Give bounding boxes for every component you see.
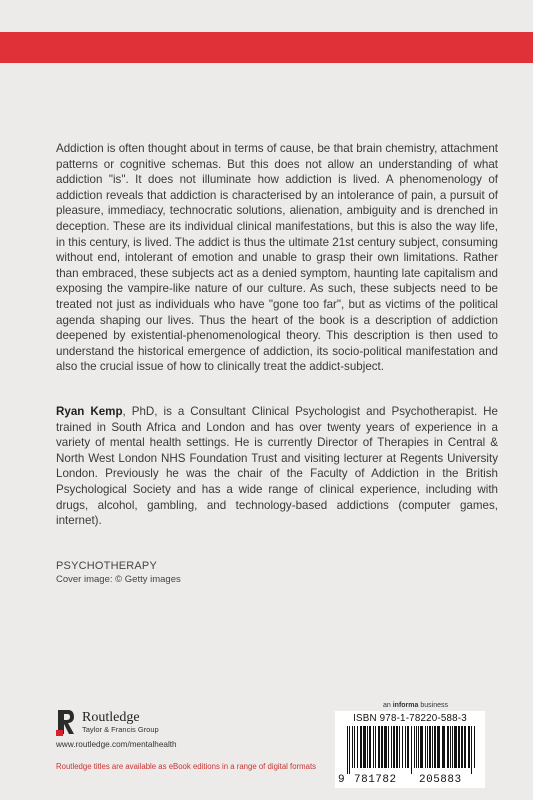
barcode-bar [420, 726, 423, 768]
informa-word: informa [392, 702, 419, 709]
informa-business-label [383, 702, 448, 709]
author-bio-text: , PhD, is a Consultant Clinical Psychologist and Psychotherapist. He trained in South Africa and London and has over twenty years of experience in a variety of mental health settings. He is currently Director of Therapies in Central & North West London NHS Foundation Trust and visiting lecturer at Regents University London. Previously he was the chair of the Faculty of Addiction in the British Psychological Society and has a wide range of clinical experience, including with drugs, alcohol, gambling, and technology-based addictions (computer games, internet). [56, 405, 498, 528]
cover-image-credit: Cover image: © Getty images [56, 574, 181, 585]
barcode-bar [373, 726, 374, 768]
barcode-bar [434, 726, 436, 768]
barcode-bar [437, 726, 440, 768]
barcode-bar [442, 726, 445, 768]
publisher-url[interactable]: www.routledge.com/mentalhealth [56, 740, 177, 749]
routledge-logo-icon [56, 708, 76, 736]
barcode-bars [347, 726, 475, 774]
barcode-bar [402, 726, 403, 768]
barcode-bar [461, 726, 463, 768]
barcode-bar [378, 726, 380, 768]
informa-prefix: an [383, 702, 393, 709]
barcode-bar [347, 726, 348, 774]
publisher-name: Routledge [82, 709, 140, 725]
barcode-bar [388, 726, 389, 768]
barcode-bar [447, 726, 449, 768]
barcode-bar [399, 726, 400, 768]
barcode-bar [405, 726, 406, 768]
barcode-bar [352, 726, 353, 768]
barcode-bar [396, 726, 398, 768]
informa-suffix: business [418, 702, 448, 709]
author-name: Ryan Kemp [56, 405, 123, 418]
barcode-bar [427, 726, 428, 768]
barcode-bar [464, 726, 466, 768]
barcode-bar [349, 726, 350, 774]
barcode-bar [391, 726, 392, 768]
barcode-bar [393, 726, 395, 768]
barcode-bar [458, 726, 460, 768]
barcode-bar [369, 726, 371, 768]
barcode-bar [381, 726, 383, 768]
subject-category: PSYCHOTHERAPY [56, 560, 158, 572]
barcode-bar [357, 726, 358, 768]
barcode-right-digits: 205883 [419, 774, 462, 786]
barcode-bar [363, 726, 366, 768]
barcode-bar [474, 726, 475, 768]
barcode-bar [360, 726, 362, 768]
barcode-bar [411, 726, 412, 774]
barcode-bar [375, 726, 376, 768]
publisher-group: Taylor & Francis Group [82, 724, 159, 734]
barcode-left-digits: 781782 [354, 774, 397, 786]
barcode-bar [407, 726, 409, 768]
cover-top-band [0, 32, 533, 63]
barcode-bar [454, 726, 457, 768]
barcode-bar [425, 726, 426, 768]
barcode-bar [416, 726, 417, 768]
barcode-bar [414, 726, 415, 768]
barcode-bar [450, 726, 451, 768]
barcode-bar [354, 726, 355, 768]
barcode-bar [452, 726, 453, 768]
isbn-label: ISBN 978-1-78220-588-3 [353, 713, 467, 724]
barcode-bar [468, 726, 470, 768]
barcode-bar [367, 726, 368, 768]
barcode-bar [432, 726, 433, 768]
barcode-bar [471, 726, 472, 774]
author-bio [56, 404, 498, 529]
publisher-logo-block [56, 704, 159, 740]
barcode-bar [418, 726, 419, 768]
barcode-first-digit: 9 [338, 774, 346, 786]
barcode-bar [384, 726, 387, 768]
back-cover-blurb: Addiction is often thought about in terms of cause, be that brain chemistry, attachment patterns or cognitive schemas. But this does not allow an understanding of what addiction "is". It does not illuminate how addiction is lived. A phenomenology of addiction reveals that addiction is characterised by an intolerance of pain, a pursuit of pleasure, immediacy, technocratic solutions, alienation, ambiguity and is drenched in deception. These are its individual clinical manifestations, but this is also the way life, in this century, is lived. The addict is thus the ultimate 21st century subject, consuming without end, intolerant of emotion and unable to grasp their own limitations. Rather than embraced, these subjects act as a denied symptom, haunting late capitalism and exposing the vampire-like nature of our culture. As such, these subjects need to be treated not just as individuals who have "gone too far", but as victims of the political agenda shaping our lives. Thus the heart of the book is a description of addiction deepened by existential-phenomenological theory. This description is then used to understand the historical emergence of addiction, its socio-political manifestation and also the crucial issue of how to clinically treat the addict-subject. [56, 142, 498, 374]
barcode-bar [429, 726, 431, 768]
ebook-note: Routledge titles are available as eBook editions in a range of digital formats [56, 762, 317, 771]
